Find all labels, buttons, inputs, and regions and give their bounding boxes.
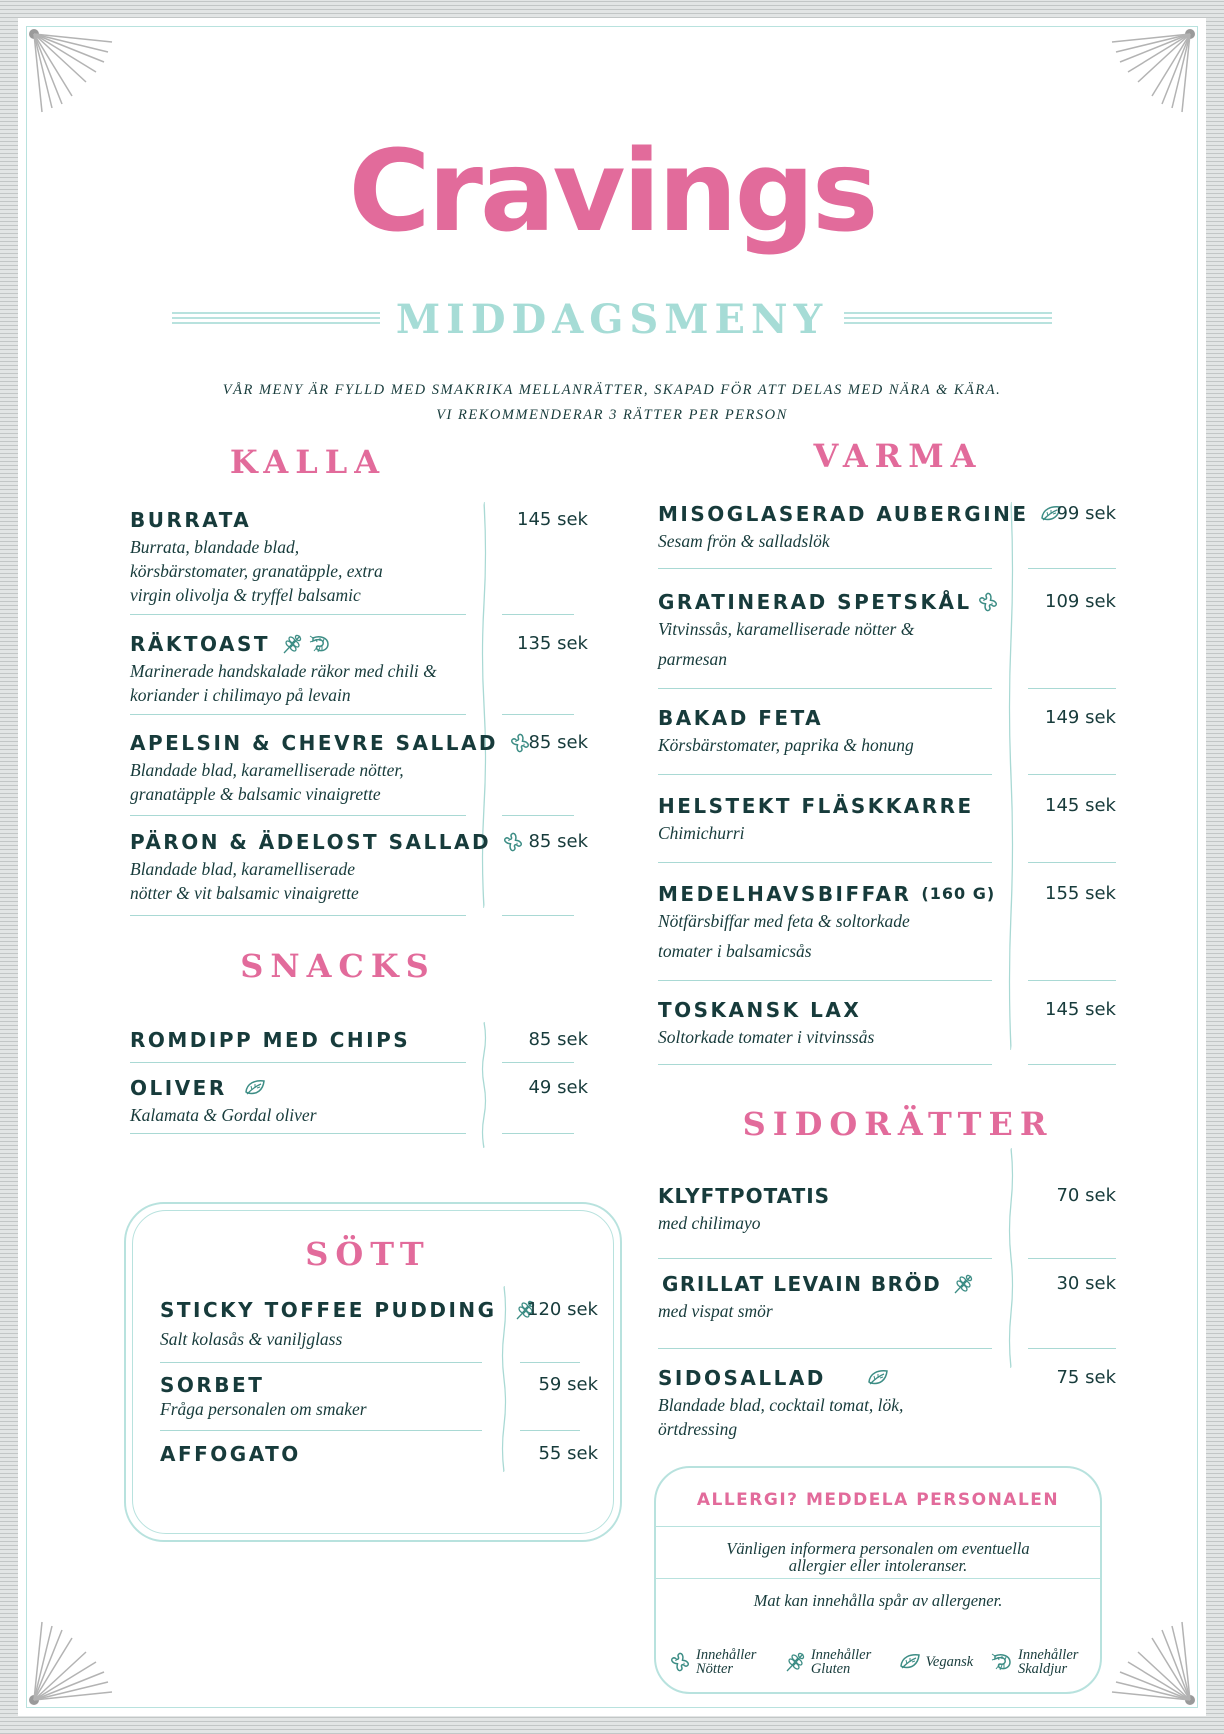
item-desc: Salt kolasås & vaniljglass: [160, 1329, 343, 1349]
leaf-icon: [898, 1651, 922, 1673]
wheat-icon: [280, 633, 304, 655]
item-price: 99 sek: [1056, 503, 1116, 524]
legend-label: Innehåller Nötter: [696, 1647, 757, 1677]
price-separator: [520, 1362, 580, 1363]
menu-item-misoglaserad-aubergine: [658, 502, 1029, 556]
shrimp-icon: [990, 1651, 1014, 1673]
item-name: KLYFTPOTATIS: [658, 1184, 831, 1208]
item-price: 149 sek: [1045, 707, 1116, 728]
item-desc: Kalamata & Gordal oliver: [130, 1105, 317, 1125]
legend-label: Innehåller Gluten: [810, 1647, 872, 1677]
item-price: 109 sek: [1045, 591, 1116, 612]
item-desc: Soltorkade tomater i vitvinssås: [658, 1027, 875, 1047]
menu-item-klyftpotatis: [658, 1184, 1018, 1238]
item-separator: [658, 1258, 992, 1259]
item-name: BAKAD FETA: [658, 706, 824, 730]
item-price: 135 sek: [517, 633, 588, 654]
item-desc: Chimichurri: [658, 823, 745, 843]
item-price: 70 sek: [1056, 1185, 1116, 1206]
item-name: APELSIN & CHEVRE SALLAD: [130, 731, 499, 755]
item-name: ROMDIPP MED CHIPS: [130, 1028, 411, 1052]
intro-line-2: VI REKOMMENDERAR 3 RÄTTER PER PERSON: [436, 407, 788, 423]
allergy-divider: [656, 1526, 1100, 1527]
item-desc: Körsbärstomater, paprika & honung: [658, 735, 914, 755]
menu-item-toskansk-lax: [658, 998, 1018, 1052]
item-price: 120 sek: [527, 1299, 598, 1320]
menu-item-sorbet: [160, 1373, 500, 1421]
item-name: GRATINERAD SPETSKÅL: [658, 590, 972, 614]
section-title-snacks: SNACKS: [240, 947, 436, 985]
item-desc: Marinerade handskalade räkor med chili & koriander i chilimayo på levain: [130, 661, 437, 705]
item-name: HELSTEKT FLÄSKKARRE: [658, 794, 974, 818]
price-separator: [1028, 774, 1116, 775]
item-desc: Sesam frön & salladslök: [658, 531, 830, 551]
price-separator: [520, 1430, 580, 1431]
legend-label: Vegansk: [925, 1654, 974, 1670]
item-name: BURRATA: [130, 508, 252, 532]
item-separator: [130, 1062, 466, 1063]
item-price: 85 sek: [528, 732, 588, 753]
item-desc: Burrata, blandade blad, körsbärstomater, granatäpple, extra virgin olivolja & tryffel balsamic: [130, 537, 383, 605]
item-name: TOSKANSK LAX: [658, 998, 862, 1022]
allergy-box: [654, 1466, 1102, 1694]
menu-item-paron-adelost-sallad: [130, 830, 490, 905]
item-separator: [658, 774, 992, 775]
item-name: MEDELHAVSBIFFAR: [658, 882, 912, 906]
price-separator: [502, 1062, 574, 1063]
item-separator: [658, 862, 992, 863]
item-price: 75 sek: [1056, 1367, 1116, 1388]
intro-text: [18, 378, 1206, 428]
item-separator: [658, 980, 992, 981]
legend-item-gluten: [783, 1648, 881, 1676]
item-price: 145 sek: [1045, 999, 1116, 1020]
item-separator: [130, 614, 466, 615]
peanut-icon: [976, 591, 1000, 613]
price-separator: [1028, 980, 1116, 981]
item-price: 155 sek: [1045, 883, 1116, 904]
item-name: MISOGLASERAD AUBERGINE: [658, 502, 1029, 526]
item-desc: med chilimayo: [658, 1213, 761, 1233]
price-separator: [502, 714, 574, 715]
item-price: 145 sek: [1045, 795, 1116, 816]
divider-varma: [1008, 502, 1014, 1050]
wheat-icon: [951, 1273, 975, 1295]
item-name: STICKY TOFFEE PUDDING: [160, 1298, 497, 1322]
menu-item-medelhavsbiffar: [658, 882, 1018, 966]
section-title-sott: SÖTT: [305, 1235, 431, 1273]
item-name: SORBET: [160, 1373, 265, 1397]
item-name: PÄRON & ÄDELOST SALLAD: [130, 830, 492, 854]
item-separator: [130, 915, 466, 916]
item-name: OLIVER: [130, 1076, 227, 1100]
section-title-kalla: KALLA: [229, 443, 387, 481]
item-separator: [658, 688, 992, 689]
menu-item-grillat-levain-brod: [658, 1272, 1022, 1326]
item-price: 30 sek: [1056, 1273, 1116, 1294]
price-separator: [1028, 862, 1116, 863]
legend-label: Innehåller Skaldjur: [1018, 1647, 1079, 1677]
item-weight: (160 G): [921, 884, 996, 903]
item-price: 59 sek: [538, 1374, 598, 1395]
allergy-info: Vänligen informera personalen om eventuella allergier eller intoleranser.: [726, 1539, 1030, 1575]
section-title-sidoratter: SIDORÄTTER: [742, 1105, 1054, 1143]
price-separator: [502, 1133, 574, 1134]
item-name: AFFOGATO: [160, 1442, 301, 1466]
price-separator: [1028, 1258, 1116, 1259]
menu-item-apelsin-chevre-sallad: [130, 731, 499, 806]
menu-item-romdipp: [130, 1028, 490, 1052]
allergy-divider: [656, 1578, 1100, 1579]
item-separator: [160, 1362, 482, 1363]
item-separator: [658, 1348, 992, 1349]
allergy-trace-note: Mat kan innehålla spår av allergener.: [753, 1591, 1003, 1610]
item-separator: [130, 1133, 466, 1134]
menu-item-sticky-toffee-pudding: [160, 1298, 500, 1354]
item-name: SIDOSALLAD: [658, 1366, 826, 1390]
menu-item-oliver: [130, 1076, 490, 1127]
menu-item-gratinerad-spetskal: [658, 590, 1018, 674]
menu-item-raktoast: [130, 632, 490, 707]
price-separator: [1028, 568, 1116, 569]
restaurant-logo: Cravings: [348, 127, 876, 257]
legend-item-nuts: [668, 1648, 766, 1676]
price-separator: [1028, 1064, 1116, 1065]
subtitle-banner: [172, 296, 1052, 346]
price-separator: [1028, 688, 1116, 689]
corner-ornament-bottom-left: [24, 1618, 116, 1710]
menu-subtitle: MIDDAGSMENY: [395, 296, 829, 343]
menu-item-burrata: [130, 508, 490, 607]
item-desc: Vitvinssås, karamelliserade nötter & parmesan: [658, 619, 915, 669]
corner-ornament-top-right: [1108, 24, 1200, 116]
item-desc: Blandade blad, karamelliserade nötter & vit balsamic vinaigrette: [130, 859, 359, 903]
corner-ornament-top-left: [24, 24, 116, 116]
item-desc: Blandade blad, cocktail tomat, lök, örtdressing: [658, 1395, 904, 1439]
item-separator: [658, 1064, 992, 1065]
item-desc: Fråga personalen om smaker: [160, 1399, 367, 1419]
price-separator: [502, 815, 574, 816]
menu-item-sidosallad: [658, 1366, 1018, 1441]
item-price: 55 sek: [538, 1443, 598, 1464]
menu-page: [18, 18, 1206, 1716]
item-name: GRILLAT LEVAIN BRÖD: [662, 1272, 942, 1296]
price-separator: [502, 915, 574, 916]
item-price: 85 sek: [528, 831, 588, 852]
item-name: RÄKTOAST: [130, 632, 271, 656]
price-separator: [1028, 1348, 1116, 1349]
allergen-legend: [668, 1648, 1088, 1676]
wheat-icon: [783, 1651, 807, 1673]
legend-item-shellfish: [990, 1648, 1088, 1676]
menu-item-affogato: [160, 1442, 500, 1466]
allergy-title: ALLERGI? MEDDELA PERSONALEN: [696, 1490, 1060, 1510]
section-title-varma: VARMA: [813, 437, 983, 475]
item-desc: Blandade blad, karamelliserade nötter, granatäpple & balsamic vinaigrette: [130, 760, 404, 804]
corner-ornament-bottom-right: [1108, 1618, 1200, 1710]
item-desc: Nötfärsbiffar med feta & soltorkade tomater i balsamicsås: [658, 911, 910, 961]
item-separator: [130, 714, 466, 715]
item-separator: [160, 1430, 482, 1431]
item-separator: [130, 815, 466, 816]
peanut-icon: [668, 1651, 692, 1673]
leaf-icon: [243, 1077, 267, 1099]
intro-line-1: VÅR MENY ÄR FYLLD MED SMAKRIKA MELLANRÄTTER, SKAPAD FÖR ATT DELAS MED NÄRA & KÄRA.: [222, 382, 1002, 398]
item-desc: med vispat smör: [658, 1301, 773, 1321]
shrimp-icon: [308, 633, 332, 655]
menu-item-bakad-feta: [658, 706, 1018, 760]
divider-sott: [501, 1286, 507, 1472]
legend-item-vegan: [898, 1648, 974, 1676]
item-price: 85 sek: [528, 1029, 588, 1050]
price-separator: [502, 614, 574, 615]
item-separator: [658, 568, 992, 569]
divider-sidoratter: [1008, 1148, 1014, 1368]
item-price: 145 sek: [517, 509, 588, 530]
item-price: 49 sek: [528, 1077, 588, 1098]
leaf-icon: [866, 1367, 890, 1389]
menu-item-helstekt-flaskkarre: [658, 794, 1018, 848]
